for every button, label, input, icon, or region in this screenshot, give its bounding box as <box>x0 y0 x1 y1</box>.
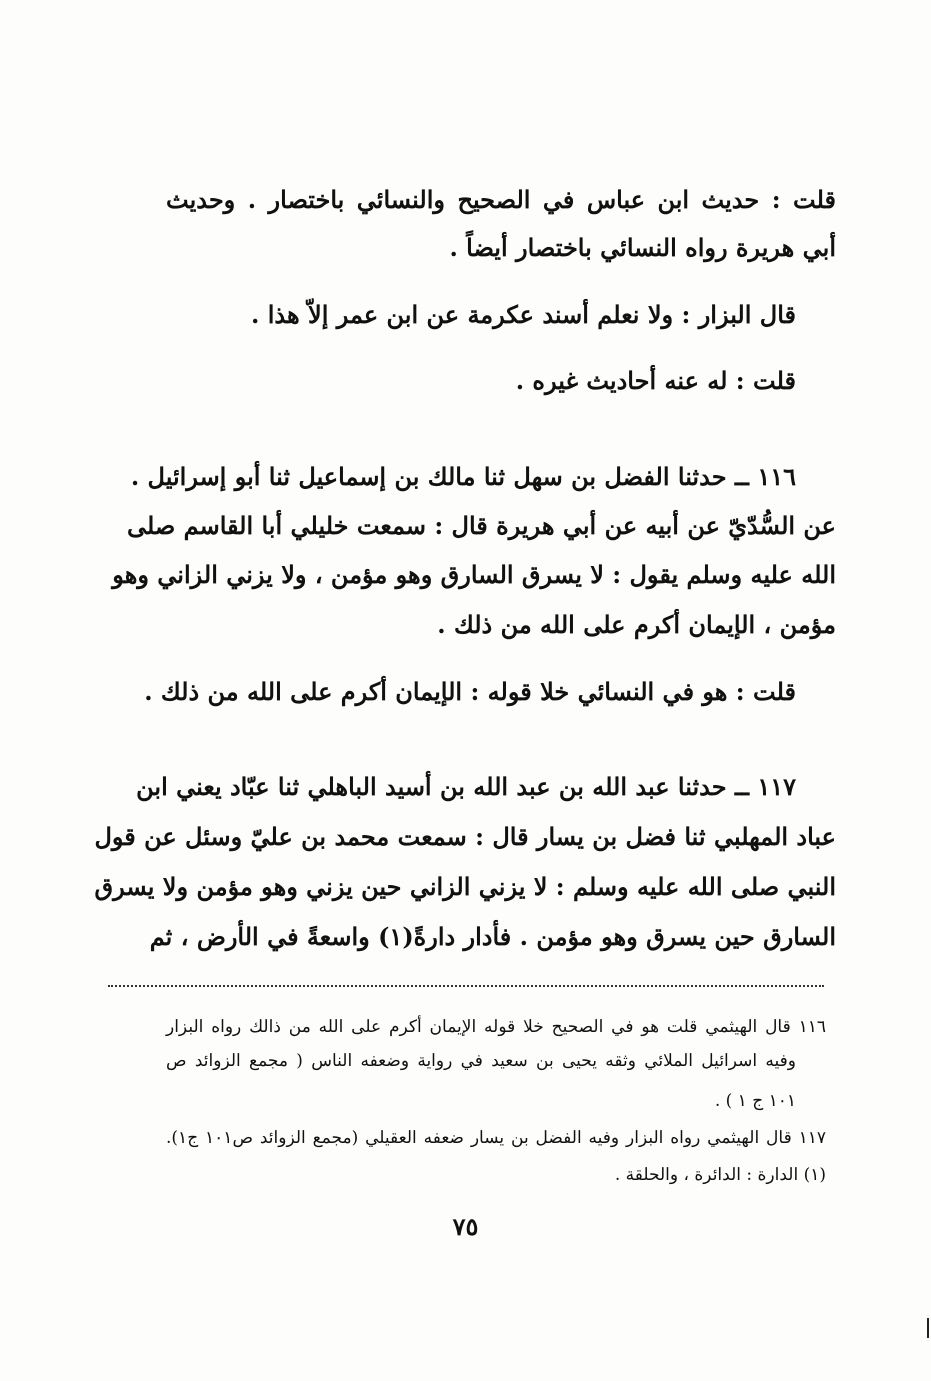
footnote-116-line: وفيه اسرائيل الملائي وثقه يحيى بن سعيد في رواية وضعفه الناس ( مجمع الزوائد ص <box>166 1051 796 1071</box>
hadith-116-line: الله عليه وسلم يقول : لا يسرق السارق وهو مؤمن ، ولا يزني الزاني وهو <box>112 560 836 589</box>
body-line: قلت : هو في النسائي خلا قوله : الإيمان أكرم على الله من ذلك . <box>144 677 796 706</box>
hadith-116-line: ١١٦ ــ حدثنا الفضل بن سهل ثنا مالك بن إسماعيل ثنا أبو إسرائيل . <box>130 462 796 491</box>
footnote-117: ١١٧ قال الهيثمي رواه البزار وفيه الفضل بن يسار ضعفه العقيلي (مجمع الزوائد ص١٠١ ج١). <box>166 1128 826 1148</box>
body-line: أبي هريرة رواه النسائي باختصار أيضاً . <box>449 233 836 262</box>
footnote-separator <box>108 985 824 987</box>
footnote-1: (١) الدارة : الدائرة ، والحلقة . <box>614 1165 826 1185</box>
body-line: قلت : حديث ابن عباس في الصحيح والنسائي باختصار . وحديث <box>166 185 836 214</box>
hadith-116-line: عن السُّدّيّ عن أبيه عن أبي هريرة قال : سمعت خليلي أبا القاسم صلى <box>126 511 836 540</box>
hadith-116-line: مؤمن ، الإيمان أكرم على الله من ذلك . <box>437 610 836 639</box>
body-line: قال البزار : ولا نعلم أسند عكرمة عن ابن عمر إلاّ هذا . <box>251 300 796 329</box>
scan-edge-mark <box>927 1318 929 1338</box>
hadith-117-line: النبي صلى الله عليه وسلم : لا يزني الزاني حين يزني وهو مؤمن ولا يسرق <box>94 872 836 901</box>
hadith-117-line: السارق حين يسرق وهو مؤمن . فأدار دارةً(١) واسعةً في الأرض ، ثم <box>149 922 836 951</box>
page-number: ٧٥ <box>452 1212 479 1241</box>
hadith-117-line: عباد المهلبي ثنا فضل بن يسار قال : سمعت محمد بن عليّ وسئل عن قول <box>94 822 836 851</box>
footnote-116-line: ١١٦ قال الهيثمي قلت هو في الصحيح خلا قوله الإيمان أكرم على الله من ذالك رواه البزار <box>166 1017 826 1037</box>
hadith-117-line: ١١٧ ــ حدثنا عبد الله بن عبد الله بن أسيد الباهلي ثنا عبّاد يعني ابن <box>136 772 796 801</box>
footnote-116-line: ١٠١ ج ١ ) . <box>714 1091 796 1111</box>
body-line: قلت : له عنه أحاديث غيره . <box>515 366 796 395</box>
